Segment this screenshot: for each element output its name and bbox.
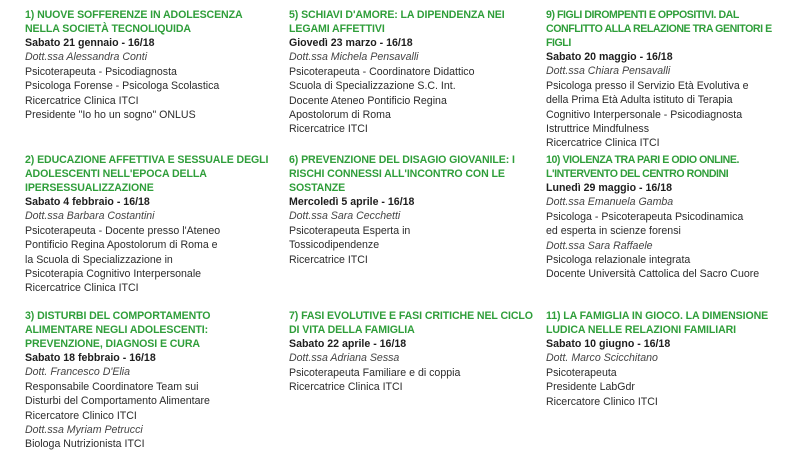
event-date: Sabato 21 gennaio - 16/18 [25,37,155,49]
event-title: 5) SCHIAVI D'AMORE: LA DIPENDENZA NEI LEGAMI AFFETTIVI [289,9,505,35]
speaker-role: Apostolorum di Roma [289,109,391,122]
speaker-role: Psicologa relazionale integrata [546,254,691,267]
event-title: 6) PREVENZIONE DEL DISAGIO GIOVANILE: I RISCHI CONNESSI ALL'INCONTRO CON LE SOSTANZE [289,154,515,194]
event-title: 11) LA FAMIGLIA IN GIOCO. LA DIMENSIONE LUDICA NELLE RELAZIONI FAMILIARI [546,310,769,336]
speaker-name: Dott.ssa Barbara Costantini [25,210,155,223]
event-title: 2) EDUCAZIONE AFFETTIVA E SESSUALE DEGLI ADOLESCENTI NELL'EPOCA DELLA IPERSESSUALIZZAZIONE [25,154,269,194]
event-block [289,309,534,395]
event-date: Lunedì 29 maggio - 16/18 [546,182,672,194]
speaker-role: Disturbi del Comportamento Alimentare [25,395,210,408]
speaker-role: Ricercatrice Clinica ITCI [25,94,139,107]
speaker-role: Biologa Nutrizionista ITCI [25,438,145,451]
event-title: 1) NUOVE SOFFERENZE IN ADOLESCENZA NELLA SOCIETÀ TECNOLIQUIDA [25,9,243,35]
event-block [289,8,534,137]
speaker-name: Dott.ssa Alessandra Conti [25,51,148,64]
speaker-role: Docente Università Cattolica del Sacro Cuore [546,268,760,281]
event-date: Sabato 18 febbraio - 16/18 [25,352,156,364]
speaker-role: Docente Ateneo Pontificio Regina [289,94,447,107]
speaker-role: Psicoterapeuta Familiare e di coppia [289,366,461,379]
event-block [546,309,796,409]
event-title: 9) FIGLI DIROMPENTI E OPPOSITIVI. DAL CONFLITTO ALLA RELAZIONE TRA GENITORI E FIGLI [546,9,772,49]
speaker-role: Responsabile Coordinatore Team sui [25,380,199,393]
speaker-name: Dott.ssa Chiara Pensavalli [546,65,671,78]
speaker-role: della Prima Età Adulta istituto di Terapia [546,94,733,107]
event-date: Mercoledì 5 aprile - 16/18 [289,196,415,208]
event-block [289,153,534,267]
event-date: Sabato 22 aprile - 16/18 [289,338,407,350]
speaker-role: Presidente LabGdr [546,381,635,394]
speaker-role: Ricercatore Clinico ITCI [546,395,658,408]
speaker-role: Istruttrice Mindfulness [546,123,650,136]
speaker-role: Ricercatrice Clinica ITCI [546,137,660,150]
event-title: 10) VIOLENZA TRA PARI E ODIO ONLINE. L'INTERVENTO DEL CENTRO RONDINI [546,154,739,180]
speaker-role: la Scuola di Specializzazione in [25,253,173,266]
speaker-role: Psicologa - Psicoterapeuta Psicodinamica [546,210,744,223]
speaker-role: Ricercatrice Clinica ITCI [289,381,403,394]
speaker-role: Psicoterapeuta [546,366,617,379]
speaker-name: Dott. Marco Scicchitano [546,352,658,365]
speaker-role: Psicoterapeuta - Docente presso l'Ateneo [25,224,221,237]
speaker-role: Ricercatrice Clinica ITCI [25,282,139,295]
speaker-name: Dott.ssa Sara Raffaele [546,239,653,252]
speaker-role: Scuola di Specializzazione S.C. Int. [289,80,456,93]
event-block [25,8,275,122]
speaker-role: Psicoterapeuta - Coordinatore Didattico [289,65,475,78]
event-date: Sabato 20 maggio - 16/18 [546,51,673,63]
speaker-name: Dott.ssa Sara Cecchetti [289,210,401,223]
event-block [546,153,796,282]
speaker-role: ed esperta in scienze forensi [546,225,681,238]
speaker-name: Dott. Francesco D'Elia [25,366,131,379]
speaker-name: Dott.ssa Michela Pensavalli [289,51,419,64]
speaker-role: Cognitivo Interpersonale - Psicodiagnosta [546,108,743,121]
speaker-role: Psicoterapeuta - Psicodiagnosta [25,65,177,78]
event-title: 7) FASI EVOLUTIVE E FASI CRITICHE NEL CICLO DI VITA DELLA FAMIGLIA [289,310,533,336]
speaker-name: Dott.ssa Emanuela Gamba [546,196,674,209]
event-date: Giovedì 23 marzo - 16/18 [289,37,413,49]
speaker-role: Psicologa Forense - Psicologa Scolastica [25,80,220,93]
speaker-name: Dott.ssa Adriana Sessa [289,352,400,365]
speaker-role: Psicologa presso il Servizio Età Evolutiva e [546,79,749,92]
speaker-role: Ricercatrice ITCI [289,123,368,136]
speaker-role: Psicoterapia Cognitivo Interpersonale [25,268,202,281]
speaker-role: Pontificio Regina Apostolorum di Roma e [25,239,218,252]
speaker-role: Tossicodipendenze [289,239,380,252]
event-title: 3) DISTURBI DEL COMPORTAMENTO ALIMENTARE NEGLI ADOLESCENTI: PREVENZIONE, DIAGNOSI E CURA [25,310,211,350]
event-date: Sabato 10 giugno - 16/18 [546,338,671,350]
speaker-role: Ricercatrice ITCI [289,253,368,266]
speaker-name: Dott.ssa Myriam Petrucci [25,424,143,437]
event-block [546,8,796,151]
event-block [25,309,275,452]
speaker-role: Presidente "Io ho un sogno" ONLUS [25,109,196,122]
event-date: Sabato 4 febbraio - 16/18 [25,196,150,208]
speaker-role: Ricercatore Clinico ITCI [25,409,137,422]
event-block [25,153,275,296]
speaker-role: Psicoterapeuta Esperta in [289,224,411,237]
